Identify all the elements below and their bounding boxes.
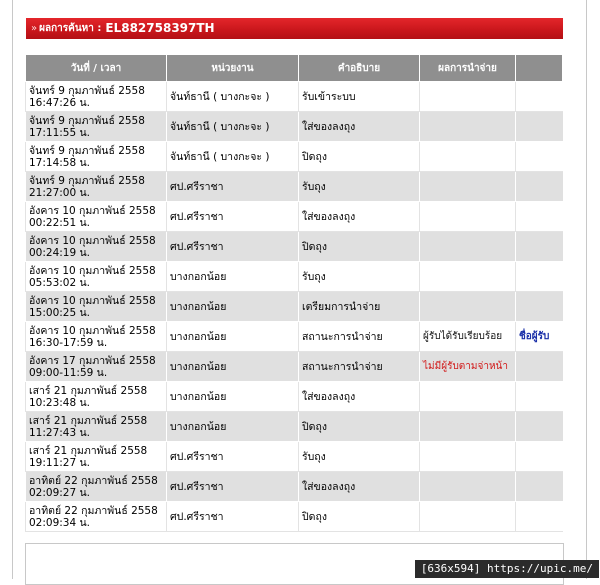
cell-extra [516,142,563,172]
cell-office: ศป.ศรีราชา [167,442,299,472]
cell-extra [516,442,563,472]
cell-description: เตรียมการนำจ่าย [299,292,420,322]
cell-extra [516,322,563,352]
date-text: อังคาร 10 กุมภาพันธ์ 2558 [29,204,156,217]
date-text: อังคาร 10 กุมภาพันธ์ 2558 [29,234,156,247]
table-row [26,172,563,202]
cell-datetime [26,232,167,262]
cell-office: จันท์ธานี ( บางกะจะ ) [167,112,299,142]
cell-datetime [26,322,167,352]
time-text: 02:09:27 น. [29,486,91,499]
cell-extra [516,382,563,412]
date-text: เสาร์ 21 กุมภาพันธ์ 2558 [29,414,148,427]
column-header-office: หน่วยงาน [167,55,299,82]
cell-result [420,262,516,292]
table-row [26,322,563,352]
cell-result [420,112,516,142]
cell-office: บางกอกน้อย [167,412,299,442]
cell-datetime [26,112,167,142]
cell-office: บางกอกน้อย [167,382,299,412]
column-header-description: คำอธิบาย [299,55,420,82]
time-text: 16:47:26 น. [29,96,91,109]
date-text: อาทิตย์ 22 กุมภาพันธ์ 2558 [29,474,158,487]
cell-office: ศป.ศรีราชา [167,472,299,502]
cell-office: จันท์ธานี ( บางกะจะ ) [167,82,299,112]
cell-datetime [26,472,167,502]
cell-datetime [26,502,167,532]
cell-description: ใส่ของลงถุง [299,472,420,502]
time-text: 16:30-17:59 น. [29,336,108,349]
cell-extra [516,112,563,142]
table-row [26,142,563,172]
date-text: อังคาร 10 กุมภาพันธ์ 2558 [29,324,156,337]
cell-office: บางกอกน้อย [167,352,299,382]
column-header-result: ผลการนำจ่าย [420,55,516,82]
time-text: 17:11:55 น. [29,126,91,139]
cell-datetime [26,142,167,172]
table-row [26,82,563,112]
cell-extra [516,412,563,442]
date-text: จันทร์ 9 กุมภาพันธ์ 2558 [29,144,145,157]
cell-result [420,202,516,232]
tracking-table [25,54,563,532]
time-text: 00:24:19 น. [29,246,91,259]
cell-result [420,142,516,172]
time-text: 21:27:00 น. [29,186,91,199]
cell-result [420,442,516,472]
time-text: 05:53:02 น. [29,276,91,289]
cell-result [420,292,516,322]
cell-result [420,382,516,412]
date-text: จันทร์ 9 กุมภาพันธ์ 2558 [29,174,145,187]
time-text: 11:27:43 น. [29,426,91,439]
cell-extra [516,502,563,532]
cell-extra [516,172,563,202]
cell-description: ใส่ของลงถุง [299,202,420,232]
cell-extra [516,82,563,112]
date-text: เสาร์ 21 กุมภาพันธ์ 2558 [29,384,148,397]
cell-office: ศป.ศรีราชา [167,202,299,232]
cell-description: ปิดถุง [299,142,420,172]
table-row [26,112,563,142]
column-header-extra [516,55,563,82]
cell-extra [516,352,563,382]
cell-description: สถานะการนำจ่าย [299,322,420,352]
cell-datetime [26,352,167,382]
search-result-label: ผลการค้นหา : [39,23,102,34]
table-row [26,292,563,322]
cell-result [420,412,516,442]
date-text: อังคาร 17 กุมภาพันธ์ 2558 [29,354,156,367]
cell-result [420,82,516,112]
cell-description: รับเข้าระบบ [299,82,420,112]
table-row [26,472,563,502]
cell-description: ใส่ของลงถุง [299,112,420,142]
cell-description: รับถุง [299,262,420,292]
cell-description: ใส่ของลงถุง [299,382,420,412]
cell-result: ไม่มีผู้รับตามจ่าหน้า [420,352,516,382]
cell-extra [516,232,563,262]
table-row [26,232,563,262]
time-text: 10:23:48 น. [29,396,91,409]
time-text: 17:14:58 น. [29,156,91,169]
date-text: อังคาร 10 กุมภาพันธ์ 2558 [29,264,156,277]
cell-description: สถานะการนำจ่าย [299,352,420,382]
cell-datetime [26,382,167,412]
cell-office: จันท์ธานี ( บางกะจะ ) [167,142,299,172]
table-row [26,412,563,442]
cell-datetime [26,172,167,202]
column-header-datetime: วันที่ / เวลา [26,55,167,82]
recipient-name-link[interactable]: ชื่อผู้รับ [519,331,550,342]
cell-office: ศป.ศรีราชา [167,232,299,262]
date-text: จันทร์ 9 กุมภาพันธ์ 2558 [29,114,145,127]
cell-extra [516,472,563,502]
cell-result [420,502,516,532]
table-row [26,202,563,232]
table-row [26,382,563,412]
double-arrow-icon: » [31,23,36,34]
time-text: 19:11:27 น. [29,456,91,469]
table-row [26,442,563,472]
cell-datetime [26,292,167,322]
cell-description: รับถุง [299,442,420,472]
cell-description: รับถุง [299,172,420,202]
cell-datetime [26,202,167,232]
table-header-row [26,55,563,82]
tracking-number: EL882758397TH [105,21,215,35]
table-row [26,352,563,382]
date-text: จันทร์ 9 กุมภาพันธ์ 2558 [29,84,145,97]
cell-extra [516,262,563,292]
time-text: 15:00:25 น. [29,306,91,319]
time-text: 02:09:34 น. [29,516,91,529]
cell-office: ศป.ศรีราชา [167,172,299,202]
cell-office: บางกอกน้อย [167,292,299,322]
watermark: [636x594] https://upic.me/ [415,560,599,578]
cell-datetime [26,262,167,292]
cell-office: บางกอกน้อย [167,322,299,352]
cell-office: บางกอกน้อย [167,262,299,292]
time-text: 09:00-11:59 น. [29,366,108,379]
table-row [26,262,563,292]
cell-description: ปิดถุง [299,412,420,442]
cell-result [420,172,516,202]
cell-datetime [26,82,167,112]
cell-extra [516,292,563,322]
cell-description: ปิดถุง [299,232,420,262]
cell-office: ศป.ศรีราชา [167,502,299,532]
search-result-header [26,18,563,39]
cell-datetime [26,442,167,472]
cell-extra [516,202,563,232]
cell-result: ผู้รับได้รับเรียบร้อย [420,322,516,352]
cell-datetime [26,412,167,442]
cell-result [420,232,516,262]
date-text: อังคาร 10 กุมภาพันธ์ 2558 [29,294,156,307]
date-text: อาทิตย์ 22 กุมภาพันธ์ 2558 [29,504,158,517]
table-row [26,502,563,532]
cell-description: ปิดถุง [299,502,420,532]
date-text: เสาร์ 21 กุมภาพันธ์ 2558 [29,444,148,457]
time-text: 00:22:51 น. [29,216,91,229]
cell-result [420,472,516,502]
